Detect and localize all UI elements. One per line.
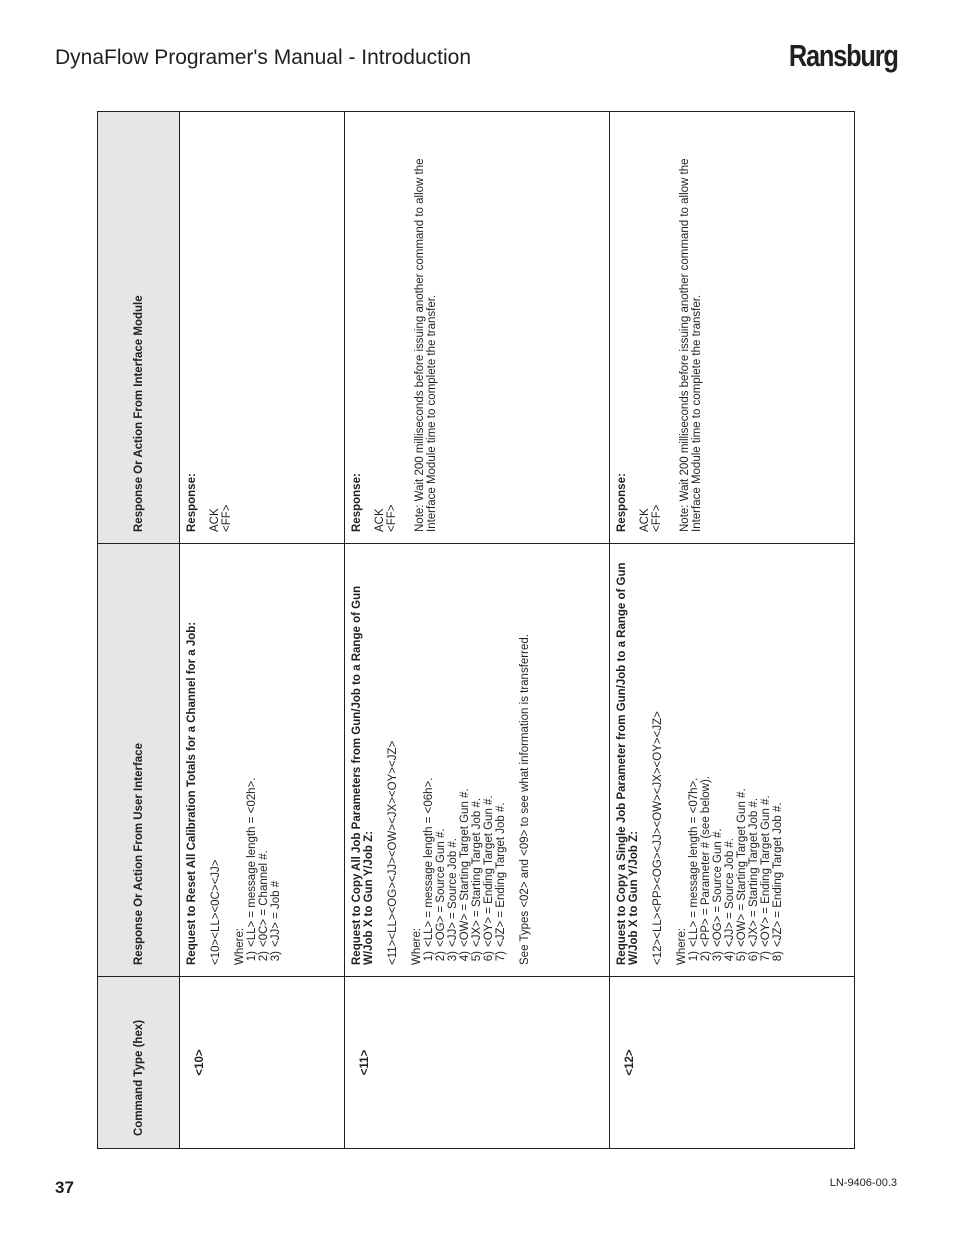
list-item: 5) <OW> = Starting Target Gun #. <box>736 788 748 962</box>
response-label: Response: <box>616 473 628 532</box>
where-list <box>246 556 282 965</box>
request-title: Request to Copy All Job Parameters from Gun/Job to a Range of Gun W/Job X to Gun Y/Job Z: <box>351 585 375 965</box>
response-note: Note: Wait 200 milliseconds before issuing another command to allow the Interface Module time to complete the transfer. <box>679 158 703 532</box>
command-code: <11> <box>359 1049 371 1076</box>
table-header <box>98 112 180 1148</box>
table-row <box>345 112 610 1148</box>
response-label: Response: <box>351 473 363 532</box>
response-label: Response: <box>186 473 198 532</box>
interface-module-cell <box>345 112 609 544</box>
response-ff: <FF> <box>221 504 233 532</box>
response-ack: ACK <box>374 508 386 532</box>
list-item: 6) <JX> = Starting Target Job #. <box>748 797 760 962</box>
interface-module-cell <box>180 112 344 544</box>
command-syntax: <11><LL><OG><JJ><OW><JX><OY><JZ> <box>387 740 399 965</box>
document-id: LN-9406-00.3 <box>829 1177 897 1189</box>
list-item: 5) <JX> = Starting Target Job #. <box>471 797 483 962</box>
list-item: 3) <JJ> = Source Job #. <box>447 838 459 962</box>
user-interface-cell <box>180 544 344 977</box>
page-number: 37 <box>55 1178 74 1197</box>
command-syntax: <12><LL><PP><OG><JJ><OW><JX><OY><JZ> <box>652 711 664 965</box>
table-row <box>180 112 345 1148</box>
list-item: 7) <JZ> = Ending Target Job #. <box>495 802 507 962</box>
list-item: 8) <JZ> = Ending Target Job #. <box>772 802 784 962</box>
command-code: <10> <box>194 1049 206 1076</box>
column-divider <box>98 543 854 544</box>
list-item: 1) <LL> = message length = <06h>. <box>423 777 435 962</box>
where-label: Where: <box>411 927 423 965</box>
user-interface-cell <box>345 544 609 977</box>
list-item: 6) <OY> = Ending Target Gun #. <box>483 795 495 962</box>
list-item: 2) <0C> = Channel #. <box>258 850 270 962</box>
brand-logo: Ransburg <box>789 38 898 73</box>
column-header-user-interface: Response Or Action From User Interface <box>133 743 145 965</box>
command-table <box>97 111 855 1149</box>
response-ack: ACK <box>639 508 651 532</box>
user-interface-cell <box>610 544 854 977</box>
transfer-info-text: See Types <02> and <09> to see what information is transferred. <box>519 634 531 965</box>
response-note: Note: Wait 200 milliseconds before issuing another command to allow the Interface Module time to complete the transfer. <box>414 158 438 532</box>
list-item: 1) <LL> = message length = <07h>. <box>688 777 700 962</box>
interface-module-cell <box>610 112 854 544</box>
page-header-title: DynaFlow Programer's Manual - Introduction <box>55 46 472 69</box>
request-title: Request to Copy a Single Job Parameter from Gun/Job to a Range of Gun W/Job X to Gun Y/Job Z: <box>616 562 640 965</box>
list-item: 7) <OY> = Ending Target Gun #. <box>760 795 772 962</box>
response-ack: ACK <box>209 508 221 532</box>
column-header-command-type: Command Type (hex) <box>133 1019 145 1136</box>
list-item: 2) <PP> = Parameter # (see below). <box>700 776 712 962</box>
list-item: 4) <JJ> = Source Job #. <box>724 838 736 962</box>
command-table-frame <box>97 111 855 1149</box>
column-header-interface-module: Response Or Action From Interface Module <box>133 295 145 532</box>
where-label: Where: <box>234 927 246 965</box>
list-item: 4) <OW> = Starting Target Gun #. <box>459 788 471 962</box>
list-item: 3) <OG> = Source Gun #. <box>712 828 724 962</box>
command-code: <12> <box>624 1049 636 1076</box>
where-list <box>423 556 507 965</box>
where-list <box>688 556 784 965</box>
request-title: Request to Reset All Calibration Totals for a Channel for a Job: <box>186 621 198 965</box>
list-item: 1) <LL> = message length = <02h>. <box>246 777 258 962</box>
response-ff: <FF> <box>386 504 398 532</box>
list-item: 2) <OG> = Source Gun #. <box>435 828 447 962</box>
where-label: Where: <box>676 927 688 965</box>
column-divider <box>98 976 854 977</box>
command-syntax: <10><LL><0C><JJ> <box>210 859 222 965</box>
table-row <box>610 112 854 1148</box>
list-item: 3) <JJ> = Job # <box>270 880 282 962</box>
response-ff: <FF> <box>651 504 663 532</box>
